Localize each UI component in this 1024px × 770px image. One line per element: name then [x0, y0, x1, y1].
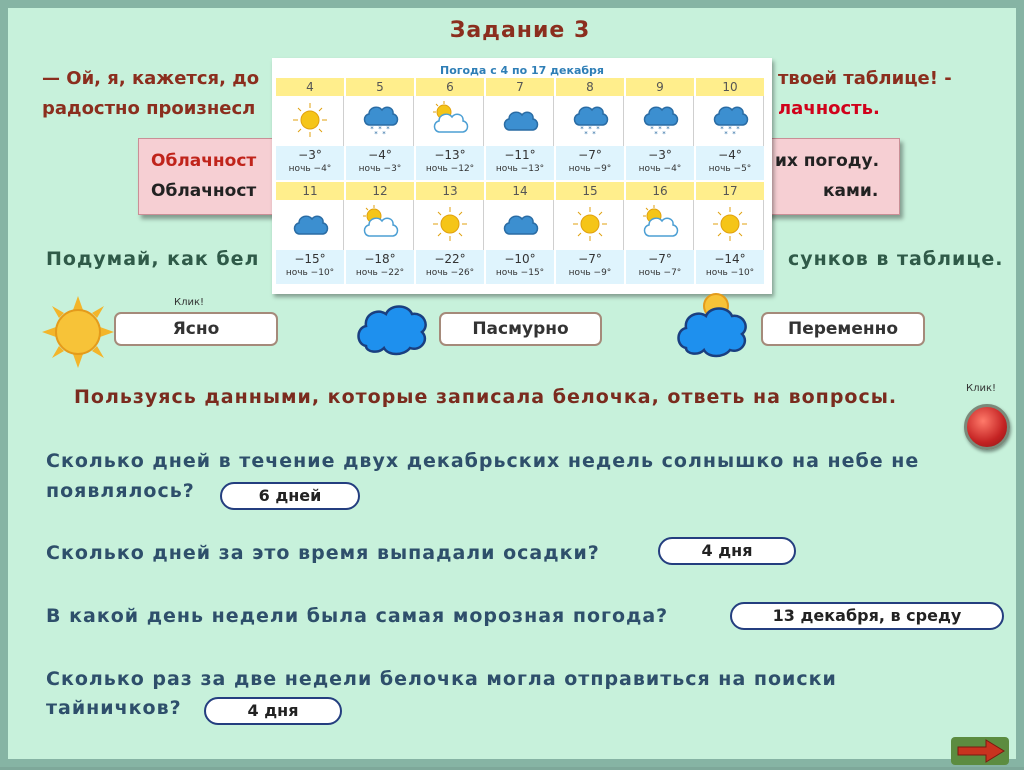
- cloud-snow-icon: [360, 100, 400, 140]
- temperature-band: [626, 146, 694, 180]
- night-temperature: ночь −15°: [495, 268, 545, 278]
- intro-line2-left: радостно произнесл: [42, 98, 256, 119]
- cloud-icon: [290, 204, 330, 244]
- sun-icon: [430, 204, 470, 244]
- cloud-snow-icon: [570, 100, 610, 140]
- temperature-band: [416, 250, 484, 284]
- svg-text:*: *: [654, 130, 658, 138]
- svg-text:*: *: [386, 125, 390, 133]
- subheading-left: Подумай, как бел: [46, 248, 260, 270]
- temperature-band: [486, 146, 554, 180]
- day-temperature: −3°: [648, 148, 672, 162]
- variable-button[interactable]: Переменно: [761, 312, 925, 346]
- day-date: 11: [276, 182, 344, 200]
- cloud-snow-icon: [710, 100, 750, 140]
- temperature-band: [276, 146, 344, 180]
- night-temperature: ночь −22°: [355, 268, 405, 278]
- question-1-line1: Сколько дней в течение двух декабрьских недель солнышко на небе не: [46, 450, 920, 472]
- svg-text:*: *: [382, 130, 386, 138]
- day-temperature: −7°: [578, 148, 602, 162]
- day-temperature: −7°: [648, 252, 672, 266]
- svg-text:*: *: [658, 125, 662, 133]
- svg-text:*: *: [374, 130, 378, 138]
- day-date: 12: [346, 182, 414, 200]
- question-1-line2: появлялось?: [46, 480, 195, 502]
- definition-line2-left: Облачност: [151, 181, 257, 201]
- sun-icon: [570, 204, 610, 244]
- click-label-2: Клик!: [966, 383, 997, 394]
- weather-day-cell: [486, 78, 554, 180]
- night-temperature: ночь −4°: [288, 164, 332, 174]
- svg-text:*: *: [592, 130, 596, 138]
- temperature-band: [696, 250, 764, 284]
- instruction-text: Пользуясь данными, которые записала белочка, ответь на вопросы.: [74, 386, 898, 408]
- day-date: 13: [416, 182, 484, 200]
- svg-text:*: *: [370, 125, 374, 133]
- sun-icon: [710, 204, 750, 244]
- temperature-band: [556, 146, 624, 180]
- night-temperature: ночь −12°: [425, 164, 475, 174]
- temperature-band: [416, 146, 484, 180]
- partly-cloudy-icon[interactable]: [672, 292, 752, 360]
- question-3: В какой день недели была самая морозная погода?: [46, 605, 669, 627]
- day-temperature: −13°: [434, 148, 466, 162]
- clear-button[interactable]: Ясно: [114, 312, 278, 346]
- day-date: 5: [346, 78, 414, 96]
- night-temperature: ночь −9°: [568, 164, 612, 174]
- question-4-line1: Сколько раз за две недели белочка могла отправиться на поиски: [46, 668, 837, 690]
- weather-day-cell: [346, 182, 414, 284]
- temperature-band: [696, 146, 764, 180]
- temperature-band: [626, 250, 694, 284]
- weather-day-cell: [556, 182, 624, 284]
- weather-day-cell: [696, 182, 764, 284]
- svg-text:*: *: [588, 125, 592, 133]
- weather-day-cell: [626, 78, 694, 180]
- day-temperature: −14°: [714, 252, 746, 266]
- intro-line1-right: твоей таблице! -: [778, 68, 952, 89]
- day-date: 17: [696, 182, 764, 200]
- weather-table: [272, 58, 772, 294]
- day-date: 10: [696, 78, 764, 96]
- week1-row: [276, 78, 768, 180]
- weather-day-cell: [696, 78, 764, 180]
- question-4-line2: тайничков?: [46, 697, 182, 719]
- svg-text:*: *: [662, 130, 666, 138]
- day-temperature: −7°: [578, 252, 602, 266]
- day-temperature: −22°: [434, 252, 466, 266]
- day-temperature: −4°: [718, 148, 742, 162]
- subheading-right: сунков в таблице.: [788, 248, 1004, 270]
- cloud-icon: [500, 204, 540, 244]
- sun-icon: [290, 100, 330, 140]
- definition-line1-right: их погоду.: [775, 151, 880, 171]
- cloud-icon: [500, 100, 540, 140]
- answer-2[interactable]: 4 дня: [658, 537, 796, 565]
- svg-text:*: *: [378, 125, 382, 133]
- day-temperature: −18°: [364, 252, 396, 266]
- night-temperature: ночь −7°: [638, 268, 682, 278]
- overcast-button[interactable]: Пасмурно: [439, 312, 602, 346]
- temperature-band: [346, 250, 414, 284]
- intro-line1-left: — Ой, я, кажется, до: [42, 68, 260, 89]
- temperature-band: [556, 250, 624, 284]
- intro-line2-right: лачность.: [778, 98, 880, 119]
- reveal-button[interactable]: [964, 404, 1010, 450]
- question-2: Сколько дней за это время выпадали осадки?: [46, 542, 600, 564]
- svg-text:*: *: [736, 125, 740, 133]
- weather-day-cell: [626, 182, 694, 284]
- temperature-band: [486, 250, 554, 284]
- night-temperature: ночь −13°: [495, 164, 545, 174]
- svg-text:*: *: [584, 130, 588, 138]
- partly-cloudy-icon: [640, 204, 680, 244]
- day-date: 15: [556, 182, 624, 200]
- day-date: 8: [556, 78, 624, 96]
- definition-line2-right: ками.: [823, 181, 879, 201]
- week2-row: [276, 182, 768, 284]
- day-temperature: −4°: [368, 148, 392, 162]
- day-date: 6: [416, 78, 484, 96]
- svg-text:*: *: [728, 125, 732, 133]
- day-temperature: −11°: [504, 148, 536, 162]
- night-temperature: ночь −5°: [708, 164, 752, 174]
- weather-day-cell: [416, 78, 484, 180]
- next-arrow-icon[interactable]: [950, 736, 1010, 766]
- sun-icon[interactable]: [42, 296, 114, 368]
- day-temperature: −3°: [298, 148, 322, 162]
- partly-cloudy-icon: [360, 204, 400, 244]
- day-temperature: −10°: [504, 252, 536, 266]
- svg-text:*: *: [720, 125, 724, 133]
- weather-day-cell: [416, 182, 484, 284]
- svg-text:*: *: [596, 125, 600, 133]
- page-title: Задание 3: [449, 18, 591, 43]
- weather-day-cell: [486, 182, 554, 284]
- definition-line1-left: Облачност: [151, 151, 257, 171]
- temperature-band: [346, 146, 414, 180]
- svg-text:*: *: [580, 125, 584, 133]
- partly-cloudy-icon: [430, 100, 470, 140]
- weather-day-cell: [556, 78, 624, 180]
- day-date: 7: [486, 78, 554, 96]
- cloud-snow-icon: [640, 100, 680, 140]
- day-date: 16: [626, 182, 694, 200]
- temperature-band: [276, 250, 344, 284]
- answer-3[interactable]: 13 декабря, в среду: [730, 602, 1004, 630]
- day-temperature: −15°: [294, 252, 326, 266]
- day-date: 9: [626, 78, 694, 96]
- weather-day-cell: [276, 182, 344, 284]
- svg-text:*: *: [666, 125, 670, 133]
- day-date: 14: [486, 182, 554, 200]
- click-label: Клик!: [174, 297, 205, 308]
- answer-1[interactable]: 6 дней: [220, 482, 360, 510]
- night-temperature: ночь −4°: [638, 164, 682, 174]
- svg-text:*: *: [724, 130, 728, 138]
- night-temperature: ночь −26°: [425, 268, 475, 278]
- weather-day-cell: [346, 78, 414, 180]
- weather-table-title: Погода с 4 по 17 декабря: [439, 64, 604, 77]
- night-temperature: ночь −3°: [358, 164, 402, 174]
- night-temperature: ночь −10°: [285, 268, 335, 278]
- svg-text:*: *: [650, 125, 654, 133]
- answer-4[interactable]: 4 дня: [204, 697, 342, 725]
- cloud-icon[interactable]: [354, 300, 430, 358]
- weather-day-cell: [276, 78, 344, 180]
- night-temperature: ночь −10°: [705, 268, 755, 278]
- night-temperature: ночь −9°: [568, 268, 612, 278]
- svg-text:*: *: [732, 130, 736, 138]
- day-date: 4: [276, 78, 344, 96]
